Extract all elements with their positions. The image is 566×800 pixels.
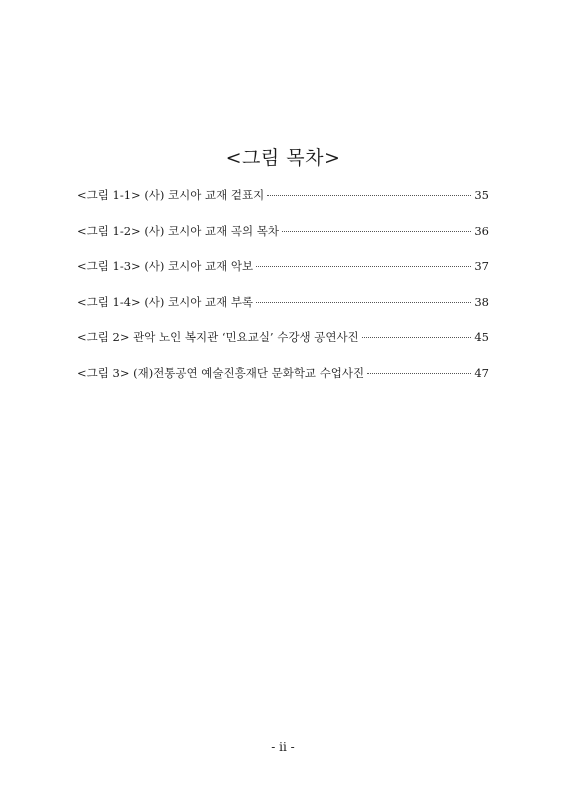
toc-dot-leader xyxy=(282,231,471,232)
page-number: - ii - xyxy=(271,740,295,754)
toc-entry[interactable] xyxy=(77,329,489,365)
toc-entry[interactable] xyxy=(77,365,489,401)
toc-dot-leader xyxy=(367,373,471,374)
figure-table-of-contents xyxy=(77,187,489,400)
toc-entry-label: <그림 3> (재)전통공연 예술진흥재단 문화학교 수업사진 xyxy=(77,365,365,380)
toc-entry[interactable] xyxy=(77,223,489,259)
toc-entry-page: 36 xyxy=(474,223,489,238)
toc-dot-leader xyxy=(256,266,471,267)
toc-dot-leader xyxy=(256,302,471,303)
toc-dot-leader xyxy=(362,337,472,338)
toc-entry-label: <그림 1-4> (사) 코시아 교재 부록 xyxy=(77,294,254,309)
toc-entry-page: 35 xyxy=(474,188,489,202)
page-title: <그림 목차> xyxy=(225,147,341,169)
toc-entry-page: 38 xyxy=(474,294,489,309)
toc-entry-label: <그림 1-3> (사) 코시아 교재 악보 xyxy=(77,259,254,273)
toc-entry-label: <그림 1-2> (사) 코시아 교재 곡의 목차 xyxy=(77,223,280,238)
toc-entry-label: <그림 1-1> (사) 코시아 교재 겉표지 xyxy=(77,188,265,202)
toc-entry-page: 37 xyxy=(474,259,489,273)
toc-dot-leader xyxy=(267,195,471,196)
toc-entry-label: <그림 2> 관악 노인 복지관 ‘민요교실’ 수강생 공연사진 xyxy=(77,330,359,344)
toc-entry-page: 45 xyxy=(474,330,489,344)
toc-entry-page: 47 xyxy=(474,365,489,380)
toc-entry[interactable] xyxy=(77,187,489,223)
toc-entry[interactable] xyxy=(77,294,489,330)
toc-entry[interactable] xyxy=(77,258,489,294)
